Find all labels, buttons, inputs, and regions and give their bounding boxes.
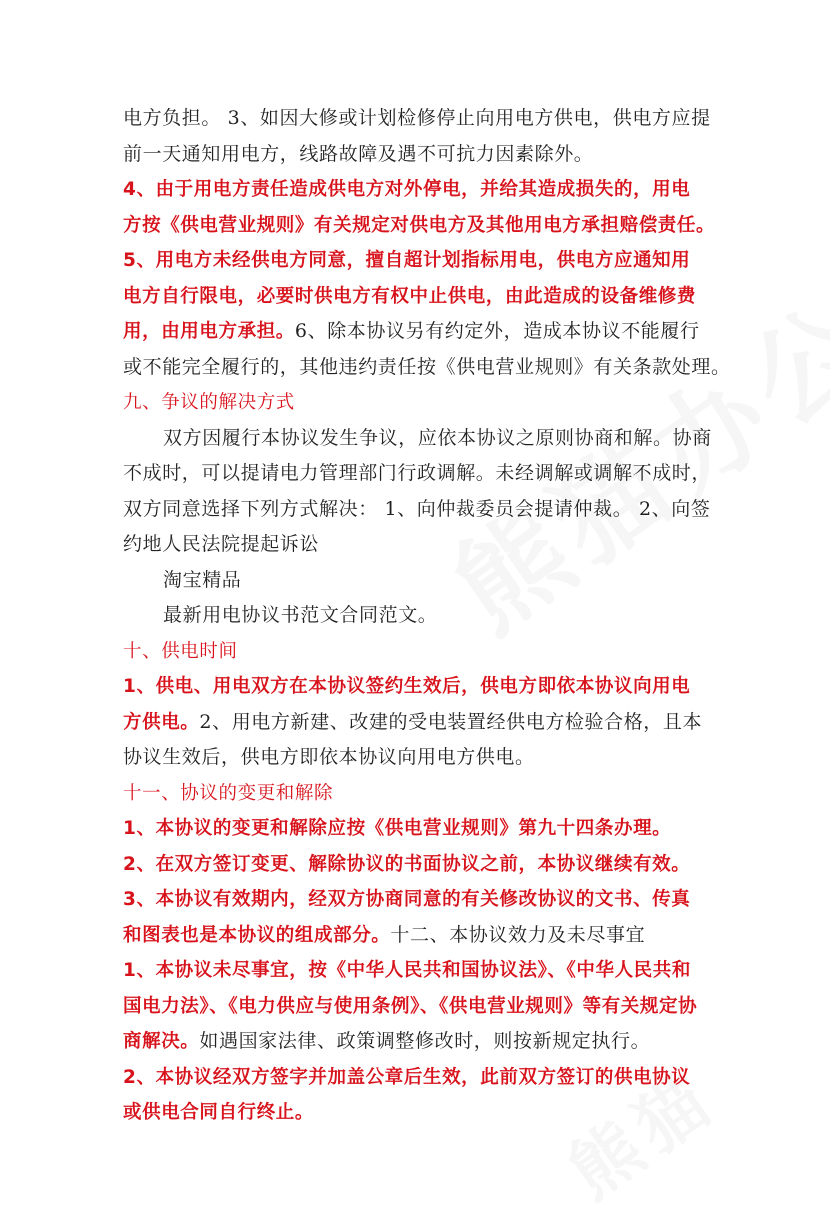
document-body	[123, 101, 731, 1131]
highlighted-clause: 2、在双方签订变更、解除协议的书面协议之前，本协议继续有效。	[123, 853, 691, 875]
highlighted-clause: 或供电合同自行终止。	[123, 1102, 315, 1123]
text-line	[123, 350, 731, 386]
body-text: 或不能完全履行的，其他违约责任按《供电营业规则》有关条款处理。	[123, 355, 731, 378]
text-line	[123, 634, 707, 670]
body-text: 约地人民法院提起诉讼	[123, 533, 320, 555]
highlighted-clause: 5、用电方未经供电方同意，擅自超计划指标用电，供电方应通知用	[123, 250, 691, 271]
section-heading: 十、供电时间	[123, 640, 238, 662]
text-line	[123, 243, 707, 279]
text-line	[123, 669, 707, 705]
highlighted-clause: 1、本协议未尽事宜，按《中华人民共和国协议法》、《中华人民共和	[123, 960, 691, 981]
text-line	[123, 314, 707, 350]
highlighted-clause: 2、本协议经双方签字并加盖公章后生效，此前双方签订的供电协议	[123, 1066, 691, 1088]
text-line	[123, 456, 712, 492]
highlighted-clause: 3、本协议有效期内，经双方协商同意的有关修改协议的文书、传真	[123, 889, 691, 910]
text-line	[123, 705, 707, 741]
text-line	[123, 918, 707, 954]
highlighted-clause: 1、本协议的变更和解除应按《供电营业规则》第九十四条办理。	[123, 818, 672, 839]
text-line	[123, 172, 707, 208]
text-line	[123, 1024, 707, 1060]
body-text: 如遇国家法律、政策调整修改时，则按新规定执行。	[199, 1030, 651, 1052]
highlighted-clause: 用，由用电方承担。	[123, 321, 295, 342]
text-line	[123, 811, 707, 847]
text-line	[123, 953, 707, 989]
body-text: 最新用电协议书范文合同范文。	[163, 604, 438, 626]
text-line	[123, 740, 707, 776]
text-line	[123, 563, 707, 599]
text-line	[123, 1095, 707, 1131]
highlighted-clause: 和图表也是本协议的组成部分。	[123, 924, 391, 946]
body-text: 双方同意选择下列方式解决： 1、向仲裁委员会提请仲裁。 2、向签	[123, 497, 711, 520]
highlighted-clause: 方按《供电营业规则》有关规定对供电方及其他用电方承担赔偿责任。	[123, 214, 716, 236]
text-line	[123, 385, 707, 421]
section-heading: 十一、协议的变更和解除	[123, 782, 334, 804]
highlighted-clause: 电方自行限电，必要时供电方有权中止供电，由此造成的设备维修费	[123, 285, 697, 307]
text-line	[123, 989, 707, 1025]
text-line	[123, 421, 712, 457]
text-line	[123, 137, 707, 173]
body-text: 淘宝精品	[163, 568, 242, 591]
text-line	[123, 101, 711, 137]
body-text: 2、用电方新建、改建的受电装置经供电方检验合格，且本	[199, 710, 703, 733]
highlighted-clause: 4、由于用电方责任造成供电方对外停电，并给其造成损失的，用电	[123, 179, 691, 200]
body-text: 十二、本协议效力及未尽事宜	[390, 923, 646, 946]
text-line	[123, 527, 707, 563]
highlighted-clause: 国电力法》、《电力供应与使用条例》、《供电营业规则》等有关规定协	[123, 995, 698, 1017]
text-line	[123, 598, 707, 634]
body-text: 协议生效后，供电方即依本协议向用电方供电。	[123, 746, 535, 768]
text-line	[123, 1060, 707, 1096]
body-text: 不成时，可以提请电力管理部门行政调解。未经调解或调解不成时，	[123, 462, 712, 484]
body-text: 电方负担。 3、如因大修或计划检修停止向用电方供电，供电方应提	[123, 107, 711, 129]
text-line	[123, 882, 707, 918]
text-line	[123, 847, 707, 883]
body-text: 前一天通知用电方，线路故障及遇不可抗力因素除外。	[123, 142, 594, 165]
text-line	[123, 492, 711, 528]
highlighted-clause: 1、供电、用电双方在本协议签约生效后，供电方即依本协议向用电	[123, 676, 691, 697]
text-line	[123, 208, 716, 244]
highlighted-clause: 方供电。	[123, 711, 200, 733]
highlighted-clause: 商解决。	[123, 1031, 200, 1052]
body-text: 双方因履行本协议发生争议，应依本协议之原则协商和解。协商	[163, 426, 712, 449]
text-line	[123, 776, 707, 812]
text-line	[123, 279, 707, 315]
body-text: 6、除本协议另有约定外，造成本协议不能履行	[294, 320, 700, 342]
section-heading: 九、争议的解决方式	[123, 392, 295, 413]
